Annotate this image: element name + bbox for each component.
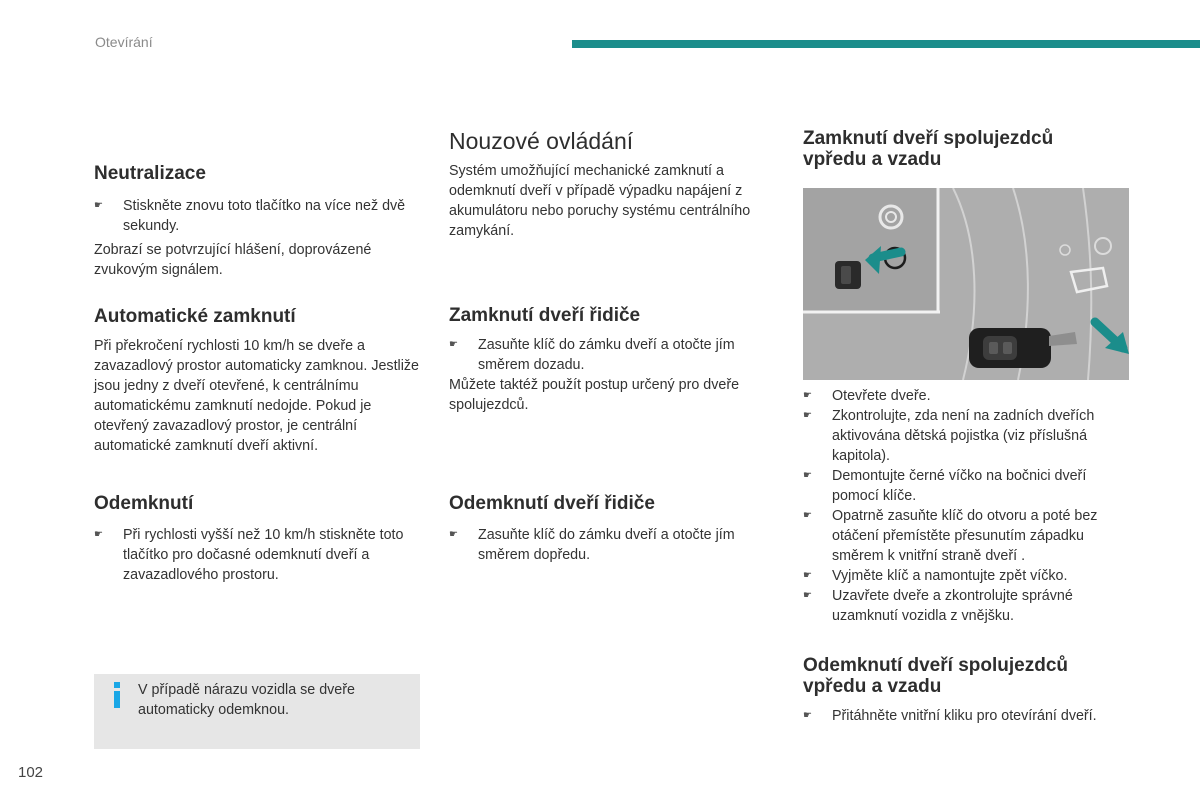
info-text: V případě nárazu vozidla se dveře automaticky odemknou. (138, 682, 355, 718)
header-accent-bar (572, 40, 1200, 48)
driver-unlock-section (449, 494, 779, 565)
passenger-lock-list (803, 386, 1133, 626)
list-item: ☛ Vyjměte klíč a namontujte zpět víčko. (803, 566, 1133, 586)
neutralization-text: Zobrazí se potvrzující hlášení, doprovázené zvukovým signálem. (94, 241, 372, 278)
passenger-lock-heading-block (803, 129, 1133, 171)
passenger-unlock-heading-line1: Odemknutí dveří spolujezdců (803, 655, 1068, 676)
page-number: 102 (18, 764, 44, 781)
list-item: ☛ Přitáhněte vnitřní kliku pro otevírání dveří. (803, 706, 1133, 726)
list-item: ☛ Demontujte černé víčko na bočnici dveří pomocí klíče. (803, 466, 1133, 506)
list-item: ☛ Zasuňte klíč do zámku dveří a otočte jím směrem dopředu. (449, 525, 779, 565)
unlock-heading: Odemknutí (94, 493, 194, 514)
list-item: ☛ Při rychlosti vyšší než 10 km/h stiskněte toto tlačítko pro dočasné odemknutí dveří a zavazadlového prostoru. (94, 525, 424, 585)
driver-unlock-heading: Odemknutí dveří řidiče (449, 493, 655, 514)
passenger-lock-heading (803, 129, 1133, 171)
passenger-lock-heading-line1: Zamknutí dveří spolujezdců (803, 128, 1054, 149)
driver-lock-heading: Zamknutí dveří řidiče (449, 305, 641, 326)
passenger-unlock-heading-line2: vpředu a vzadu (803, 675, 942, 697)
unlock-section (94, 494, 424, 585)
list-item: ☛ Uzavřete dveře a zkontrolujte správné uzamknutí vozidla z vnějšku. (803, 586, 1133, 626)
neutralization-list (94, 196, 424, 236)
auto-lock-heading: Automatické zamknutí (94, 306, 296, 327)
driver-unlock-list (449, 525, 779, 565)
list-item: ☛ Opatrně zasuňte klíč do otvoru a poté bez otáčení přemístěte přesunutím západku směrem k vnitřní straně dveří . (803, 506, 1133, 566)
list-item: ☛ Otevřete dveře. (803, 386, 1133, 406)
neutralization-section (94, 164, 424, 280)
list-item: ☛ Zasuňte klíč do zámku dveří a otočte jím směrem dozadu. (449, 335, 779, 375)
unlock-list (94, 525, 424, 585)
auto-lock-section (94, 307, 424, 456)
passenger-unlock-heading (803, 656, 1133, 698)
driver-lock-section (449, 306, 779, 415)
passenger-unlock-list (803, 706, 1133, 726)
info-box (94, 674, 420, 749)
emergency-heading: Nouzové ovládání (449, 128, 634, 154)
emergency-section (449, 129, 779, 241)
driver-lock-list (449, 335, 779, 375)
list-item: ☛ Zkontrolujte, zda není na zadních dveřích aktivována dětská pojistka (viz příslušná kapitola). (803, 406, 1133, 466)
passenger-lock-section (803, 386, 1133, 626)
passenger-lock-heading-line2: vpředu a vzadu (803, 148, 942, 170)
section-title: Otevírání (95, 34, 153, 50)
key-icon (969, 328, 1077, 368)
auto-lock-text: Při překročení rychlosti 10 km/h se dveře a zavazadlový prostor automaticky zamknou. Jestliže jsou jedny z dveří otevřené, k centrálnímu automatickému zamknutí nedojde. Pokud je otevřený zavazadlový prostor, je centrální automatické zamknutí dveří aktivní. (94, 337, 419, 454)
list-item: ☛ Stiskněte znovu toto tlačítko na více než dvě sekundy. (94, 196, 424, 236)
driver-lock-text: Můžete taktéž použít postup určený pro dveře spolujezdců. (449, 376, 740, 413)
inset-panel (803, 188, 938, 312)
passenger-unlock-section (803, 656, 1133, 726)
emergency-text: Systém umožňující mechanické zamknutí a odemknutí dveří v případě výpadku napájení z akumulátoru nebo poruchy systému centrálního zamykání. (449, 163, 751, 240)
door-lock-illustration (803, 188, 1129, 380)
info-icon (108, 682, 126, 708)
latch-icon (1071, 268, 1107, 292)
neutralization-heading: Neutralizace (94, 163, 206, 184)
